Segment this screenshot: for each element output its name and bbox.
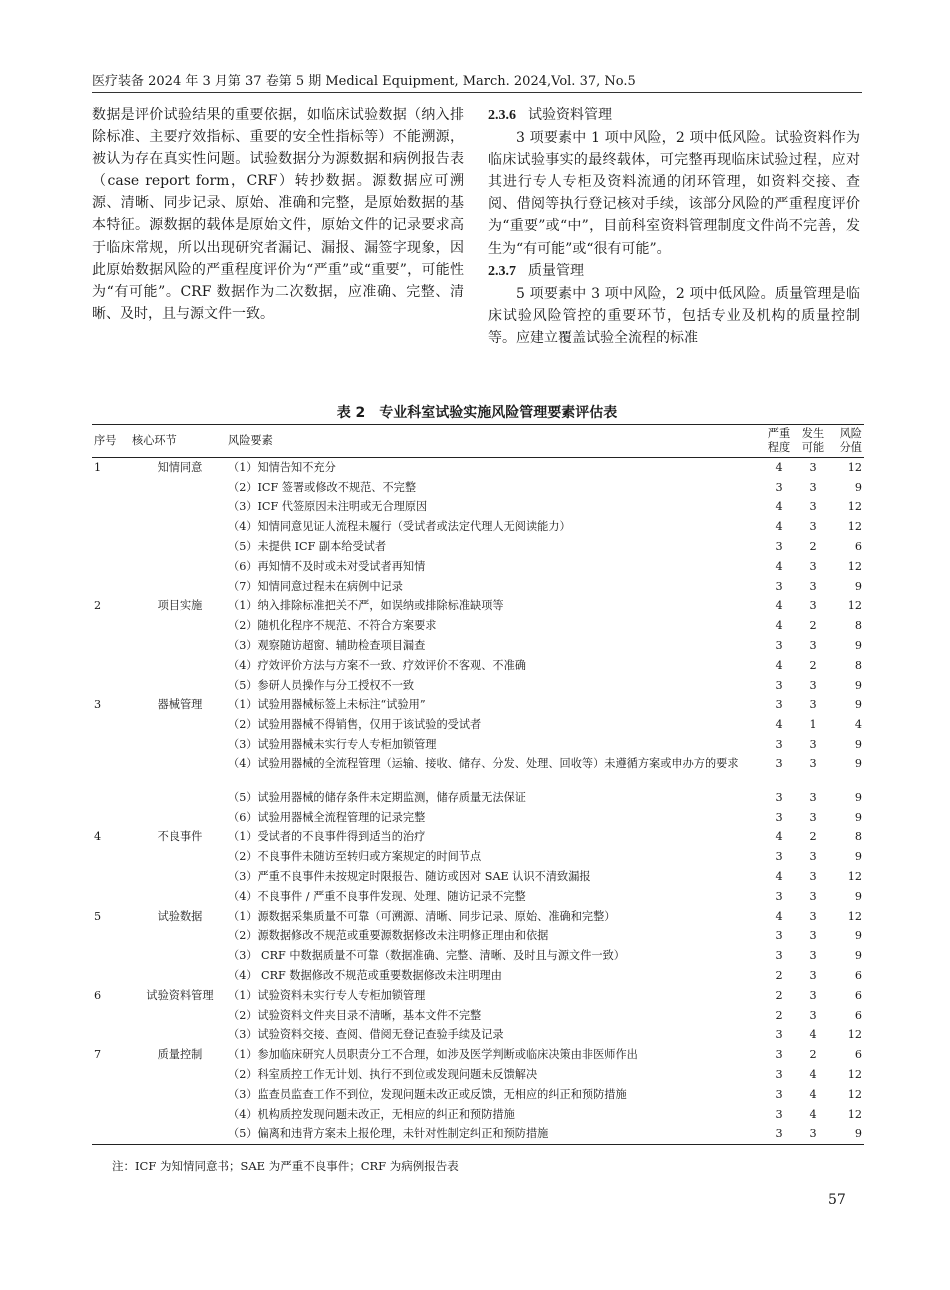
cell-likelihood: 4 [809, 1068, 817, 1081]
cell-no [92, 577, 132, 597]
cell-severity: 3 [775, 790, 783, 804]
cell-no [92, 656, 132, 676]
cell-likelihood: 3 [796, 1125, 830, 1145]
cell-severity: 2 [775, 1008, 783, 1022]
cell-stage [132, 808, 228, 828]
cell-stage [132, 636, 228, 656]
cell-factor: （3）严重不良事件未按规定时限报告、随访或因对 SAE 认识不清致漏报 [228, 870, 591, 884]
cell-no [92, 788, 132, 808]
cell-no: 1 [94, 460, 102, 474]
cell-likelihood: 2 [809, 1048, 817, 1062]
cell-no [92, 808, 132, 828]
table-row [92, 1065, 864, 1085]
cell-severity: 3 [775, 1107, 783, 1121]
table-row [92, 557, 864, 577]
table-row [92, 616, 864, 636]
table-row [92, 676, 864, 696]
cell-score: 12 [847, 1087, 862, 1101]
right-column [488, 104, 860, 349]
section-title: 试验资料管理 [528, 107, 612, 123]
table-row [92, 1026, 864, 1046]
table-title: 表 2 专业科室试验实施风险管理要素评估表 [336, 405, 618, 421]
cell-score: 6 [854, 1008, 862, 1022]
cell-likelihood: 3 [809, 870, 817, 884]
table-row [92, 597, 864, 617]
section-heading-2-3-6 [488, 104, 860, 127]
cell-severity: 3 [775, 1048, 783, 1062]
section-number: 2.3.6 [488, 108, 516, 123]
cell-likelihood: 3 [809, 599, 817, 613]
table-row [92, 828, 864, 848]
body-paragraph: 数据是评价试验结果的重要依据，如临床试验数据（纳入排除标准、主要疗效指标、重要的安全性指标等）不能溯源，被认为存在真实性问题。试验数据分为源数据和病例报告表（case report form，CRF）转抄数据。源数据应可溯源、清晰、同步记录、原始、准确和完整，是原始数据的基本特征。源数据的载体是原始文件，原始文件的记录要求高于临床常规，所以出现研究者漏记、漏报、漏签字现象，因此原始数据风险的严重程度评价为“严重”或“重要”，可能性为“有可能”。CRF 数据作为二次数据，应准确、完整、清晰、及时，且与源文件一致。 [92, 107, 464, 322]
cell-factor: （3）监查员监查工作不到位，发现问题未改正或反馈，无相应的纠正和预防措施 [228, 1087, 627, 1101]
cell-likelihood: 3 [809, 929, 817, 943]
cell-stage [132, 1085, 228, 1105]
cell-severity: 2 [775, 988, 783, 1002]
cell-no [92, 1125, 132, 1145]
cell-score: 12 [847, 1068, 862, 1081]
cell-likelihood: 3 [809, 756, 817, 770]
cell-stage [132, 1125, 228, 1145]
header-score-line1: 风险 [839, 427, 862, 440]
header-score-line2: 分值 [839, 441, 862, 454]
cell-factor: （6）试验用器械全流程管理的记录完整 [228, 810, 426, 824]
cell-severity: 3 [775, 949, 783, 963]
cell-likelihood: 2 [809, 619, 817, 633]
table-row [92, 656, 864, 676]
cell-no [92, 1026, 132, 1046]
cell-score: 9 [854, 929, 862, 943]
cell-likelihood: 1 [809, 718, 817, 732]
cell-likelihood: 3 [809, 988, 817, 1002]
cell-factor: （4） CRF 数据修改不规范或重要数据修改未注明理由 [228, 969, 502, 983]
cell-likelihood: 3 [809, 850, 817, 864]
cell-severity: 3 [775, 639, 783, 653]
table-row [92, 755, 864, 788]
table-row [92, 788, 864, 808]
cell-score: 12 [847, 599, 862, 613]
cell-factor: （2）随机化程序不规范、不符合方案要求 [228, 619, 437, 633]
cell-likelihood: 4 [809, 1087, 817, 1101]
cell-score: 9 [854, 756, 862, 770]
cell-likelihood: 3 [809, 969, 817, 983]
cell-stage [132, 867, 228, 887]
cell-score: 8 [854, 658, 862, 672]
cell-no [92, 966, 132, 986]
cell-stage [132, 946, 228, 966]
cell-factor: （1）源数据采集质量不可靠（可溯源、清晰、同步记录、原始、准确和完整） [228, 909, 616, 923]
cell-score: 12 [847, 909, 862, 923]
cell-stage [132, 1105, 228, 1125]
cell-likelihood: 3 [809, 559, 817, 573]
cell-factor: （1）纳入排除标准把关不严，如误纳或排除标准缺项等 [228, 599, 504, 613]
cell-score: 9 [854, 850, 862, 864]
left-column [92, 104, 464, 325]
table-row [92, 986, 864, 1006]
cell-score: 12 [847, 559, 862, 573]
cell-likelihood: 3 [809, 579, 817, 593]
cell-likelihood: 3 [809, 1008, 817, 1022]
cell-no [92, 715, 132, 735]
cell-stage [132, 715, 228, 735]
cell-score: 12 [847, 460, 862, 474]
cell-score: 9 [854, 480, 862, 494]
table-row [92, 498, 864, 518]
cell-no [92, 887, 132, 907]
cell-score: 9 [854, 698, 862, 712]
cell-score: 9 [854, 810, 862, 824]
page-number: 57 [828, 1192, 846, 1208]
cell-factor: （3）观察随访超窗、辅助检查项目漏查 [228, 639, 426, 653]
cell-no [92, 537, 132, 557]
cell-score: 12 [847, 870, 862, 884]
cell-likelihood: 3 [809, 738, 817, 752]
cell-score: 12 [847, 500, 862, 514]
cell-no: 4 [94, 830, 102, 844]
cell-no [92, 735, 132, 755]
cell-no: 6 [94, 988, 102, 1002]
cell-likelihood: 3 [809, 909, 817, 923]
cell-stage: 知情同意 [157, 460, 203, 474]
cell-severity: 3 [775, 810, 783, 824]
cell-stage [132, 676, 228, 696]
header-likelihood [796, 425, 830, 458]
cell-no [92, 1085, 132, 1105]
cell-score: 6 [854, 1048, 862, 1062]
cell-factor: （2）源数据修改不规范或重要源数据修改未注明修正理由和依据 [228, 929, 549, 943]
cell-factor: （3）试验资料交接、查阅、借阅无登记查验手续及记录 [228, 1028, 504, 1042]
cell-severity: 3 [775, 756, 783, 770]
cell-score: 12 [847, 1028, 862, 1042]
cell-factor: （3）ICF 代签原因未注明或无合理原因 [228, 500, 428, 514]
header-likelihood-line1: 发生 [801, 427, 825, 440]
table-row [92, 847, 864, 867]
cell-severity: 4 [775, 500, 783, 514]
cell-stage [132, 498, 228, 518]
cell-stage [132, 788, 228, 808]
cell-severity: 4 [775, 658, 783, 672]
cell-factor: （3）试验用器械未实行专人专柜加锁管理 [228, 738, 437, 752]
cell-stage [132, 847, 228, 867]
cell-severity: 3 [775, 1068, 783, 1081]
cell-score: 6 [854, 988, 862, 1002]
cell-score: 9 [854, 738, 862, 752]
table-row [92, 1085, 864, 1105]
cell-likelihood: 3 [809, 480, 817, 494]
table-row [92, 636, 864, 656]
cell-severity: 3 [775, 1087, 783, 1101]
cell-score: 12 [847, 1107, 862, 1121]
cell-score: 4 [854, 718, 862, 732]
cell-factor: （4）不良事件 / 严重不良事件发现、处理、随访记录不完整 [228, 889, 526, 903]
table-row [92, 927, 864, 947]
cell-score: 8 [854, 830, 862, 844]
header-severity-line2: 程度 [767, 441, 791, 454]
cell-severity: 3 [775, 480, 783, 494]
table-row [92, 946, 864, 966]
cell-no: 5 [94, 909, 102, 923]
cell-factor: （2）不良事件未随访至转归或方案规定的时间节点 [228, 850, 482, 864]
header-severity-line1: 严重 [767, 427, 791, 440]
cell-stage [132, 887, 228, 907]
table-row [92, 1125, 864, 1145]
table-row [92, 715, 864, 735]
cell-severity: 3 [775, 850, 783, 864]
cell-severity: 3 [775, 698, 783, 712]
cell-score: 9 [854, 639, 862, 653]
cell-likelihood: 3 [809, 639, 817, 653]
cell-stage [132, 577, 228, 597]
table-row [92, 696, 864, 716]
cell-severity: 4 [775, 830, 783, 844]
cell-likelihood: 3 [809, 460, 817, 474]
cell-severity: 3 [775, 579, 783, 593]
cell-stage [132, 557, 228, 577]
cell-likelihood: 3 [809, 500, 817, 514]
cell-no [92, 636, 132, 656]
cell-factor: （6）再知情不及时或未对受试者再知情 [228, 559, 426, 573]
cell-stage: 试验资料管理 [146, 988, 214, 1002]
cell-score: 9 [854, 889, 862, 903]
cell-no [92, 1006, 132, 1026]
cell-factor: （2）科室质控工作无计划、执行不到位或发现问题未反馈解决 [228, 1068, 538, 1081]
cell-factor: （7）知情同意过程未在病例中记录 [228, 579, 403, 593]
header-likelihood-line2: 可能 [801, 441, 825, 454]
cell-score: 9 [854, 678, 862, 692]
header-no: 序号 [92, 425, 132, 458]
table-row [92, 735, 864, 755]
cell-likelihood: 3 [809, 949, 817, 963]
cell-stage: 质量控制 [157, 1048, 203, 1062]
cell-stage: 试验数据 [157, 909, 203, 923]
cell-score: 9 [830, 1125, 864, 1145]
cell-no [92, 478, 132, 498]
cell-factor: （4）疗效评价方法与方案不一致、疗效评价不客观、不准确 [228, 658, 526, 672]
cell-stage [132, 517, 228, 537]
cell-no [92, 1065, 132, 1085]
cell-factor: （5）未提供 ICF 副本给受试者 [228, 540, 387, 554]
cell-stage [132, 537, 228, 557]
cell-factor: （4）机构质控发现问题未改正，无相应的纠正和预防措施 [228, 1107, 515, 1121]
cell-likelihood: 3 [809, 520, 817, 534]
cell-likelihood: 3 [809, 889, 817, 903]
cell-no [92, 847, 132, 867]
header-factor: 风险要素 [228, 425, 762, 458]
header-score [830, 425, 864, 458]
table-row [92, 537, 864, 557]
table-row [92, 808, 864, 828]
cell-stage: 器械管理 [157, 698, 203, 712]
cell-no: 3 [94, 698, 102, 712]
table-row [92, 867, 864, 887]
cell-stage: 项目实施 [157, 599, 203, 613]
table-row [92, 458, 864, 478]
cell-severity: 3 [775, 889, 783, 903]
cell-likelihood: 2 [809, 658, 817, 672]
cell-stage [132, 478, 228, 498]
cell-score: 6 [854, 969, 862, 983]
cell-no [92, 867, 132, 887]
cell-severity: 4 [775, 909, 783, 923]
cell-severity: 3 [775, 1028, 783, 1042]
cell-factor: （5）参研人员操作与分工授权不一致 [228, 678, 415, 692]
cell-stage [132, 1065, 228, 1085]
cell-severity: 4 [775, 619, 783, 633]
table-note: 注：ICF 为知情同意书；SAE 为严重不良事件；CRF 为病例报告表 [112, 1159, 459, 1173]
table-row [92, 577, 864, 597]
cell-stage [132, 1006, 228, 1026]
cell-stage [132, 616, 228, 636]
cell-factor: （4）试验用器械的全流程管理（运输、接收、储存、分发、处理、回收等）未遵循方案或申办方的要求 [228, 756, 739, 770]
cell-severity: 4 [775, 599, 783, 613]
cell-no [92, 616, 132, 636]
header-stage: 核心环节 [132, 425, 228, 458]
table-body [92, 458, 864, 1145]
cell-factor: （1）参加临床研究人员职责分工不合理，如涉及医学判断或临床决策由非医师作出 [228, 1048, 638, 1062]
table-row [92, 517, 864, 537]
cell-factor: （5）试验用器械的储存条件未定期监测，储存质量无法保证 [228, 790, 526, 804]
journal-header: 医疗装备 2024 年 3 月第 37 卷第 5 期 Medical Equipment, March. 2024,Vol. 37, No.5 [92, 70, 862, 93]
cell-no [92, 676, 132, 696]
cell-severity: 4 [775, 460, 783, 474]
table-row [92, 887, 864, 907]
cell-no: 7 [94, 1048, 102, 1062]
cell-factor: （2）试验用器械不得销售，仅用于该试验的受试者 [228, 718, 482, 732]
cell-no: 2 [94, 599, 102, 613]
cell-stage: 不良事件 [157, 830, 203, 844]
cell-likelihood: 3 [809, 810, 817, 824]
cell-no [92, 498, 132, 518]
cell-stage [132, 1026, 228, 1046]
cell-likelihood: 2 [809, 830, 817, 844]
cell-factor: （2）ICF 签署或修改不规范、不完整 [228, 480, 417, 494]
body-paragraph: 3 项要素中 1 项中风险，2 项中低风险。试验资料作为临床试验事实的最终载体，可完整再现临床试验过程，应对其进行专人专柜及资料流通的闭环管理，如资料交接、查阅、借阅等执行登记核对手续，该部分风险的严重程度评价为“重要”或“中”，目前科室资料管理制度文件尚不完善，发生为“有可能”或“很有可能”。 [488, 130, 860, 257]
cell-no [92, 946, 132, 966]
cell-factor: （3） CRF 中数据质量不可靠（数据准确、完整、清晰、及时且与源文件一致） [228, 949, 625, 963]
table-row [92, 1105, 864, 1125]
cell-likelihood: 3 [809, 790, 817, 804]
cell-severity: 2 [775, 969, 783, 983]
cell-stage [132, 927, 228, 947]
cell-stage [132, 966, 228, 986]
cell-no [92, 1105, 132, 1125]
cell-likelihood: 4 [809, 1107, 817, 1121]
table-row [92, 966, 864, 986]
body-paragraph: 5 项要素中 3 项中风险，2 项中低风险。质量管理是临床试验风险管控的重要环节，包括专业及机构的质量控制等。应建立覆盖试验全流程的标准 [488, 285, 860, 346]
cell-score: 8 [854, 619, 862, 633]
cell-factor: （1）试验资料未实行专人专柜加锁管理 [228, 988, 426, 1002]
cell-severity: 4 [775, 870, 783, 884]
cell-severity: 3 [775, 738, 783, 752]
cell-factor: （1）受试者的不良事件得到适当的治疗 [228, 830, 426, 844]
cell-stage [132, 735, 228, 755]
cell-factor: （2）试验资料文件夹目录不清晰，基本文件不完整 [228, 1008, 482, 1022]
cell-severity: 4 [775, 559, 783, 573]
table-row [92, 1045, 864, 1065]
cell-severity: 4 [775, 718, 783, 732]
cell-no [92, 557, 132, 577]
cell-likelihood: 4 [809, 1028, 817, 1042]
cell-factor: （1）知情告知不充分 [228, 460, 336, 474]
section-heading-2-3-7 [488, 260, 860, 283]
cell-likelihood: 3 [809, 678, 817, 692]
table-row [92, 1006, 864, 1026]
cell-stage [132, 656, 228, 676]
cell-factor: （1）试验用器械标签上未标注“试验用” [228, 698, 426, 712]
cell-score: 12 [847, 520, 862, 534]
cell-no [92, 927, 132, 947]
cell-factor: （4）知情同意见证人流程未履行（受试者或法定代理人无阅读能力） [228, 520, 571, 534]
cell-severity: 3 [775, 929, 783, 943]
cell-score: 9 [854, 949, 862, 963]
cell-severity: 3 [775, 540, 783, 554]
cell-no [92, 755, 132, 788]
cell-factor: （5）偏离和违背方案未上报伦理，未针对性制定纠正和预防措施 [228, 1125, 762, 1145]
table-header-row [92, 425, 864, 458]
cell-likelihood: 3 [809, 698, 817, 712]
cell-stage [132, 755, 228, 788]
cell-likelihood: 2 [809, 540, 817, 554]
header-severity [762, 425, 796, 458]
table-row [92, 478, 864, 498]
cell-severity: 3 [775, 678, 783, 692]
cell-score: 6 [854, 540, 862, 554]
table-row [92, 907, 864, 927]
risk-assessment-table [92, 424, 864, 1145]
cell-score: 9 [854, 579, 862, 593]
cell-no [92, 517, 132, 537]
cell-severity: 4 [775, 520, 783, 534]
section-title: 质量管理 [528, 262, 584, 279]
cell-score: 9 [854, 790, 862, 804]
section-number: 2.3.7 [488, 263, 516, 279]
cell-severity: 3 [762, 1125, 796, 1145]
